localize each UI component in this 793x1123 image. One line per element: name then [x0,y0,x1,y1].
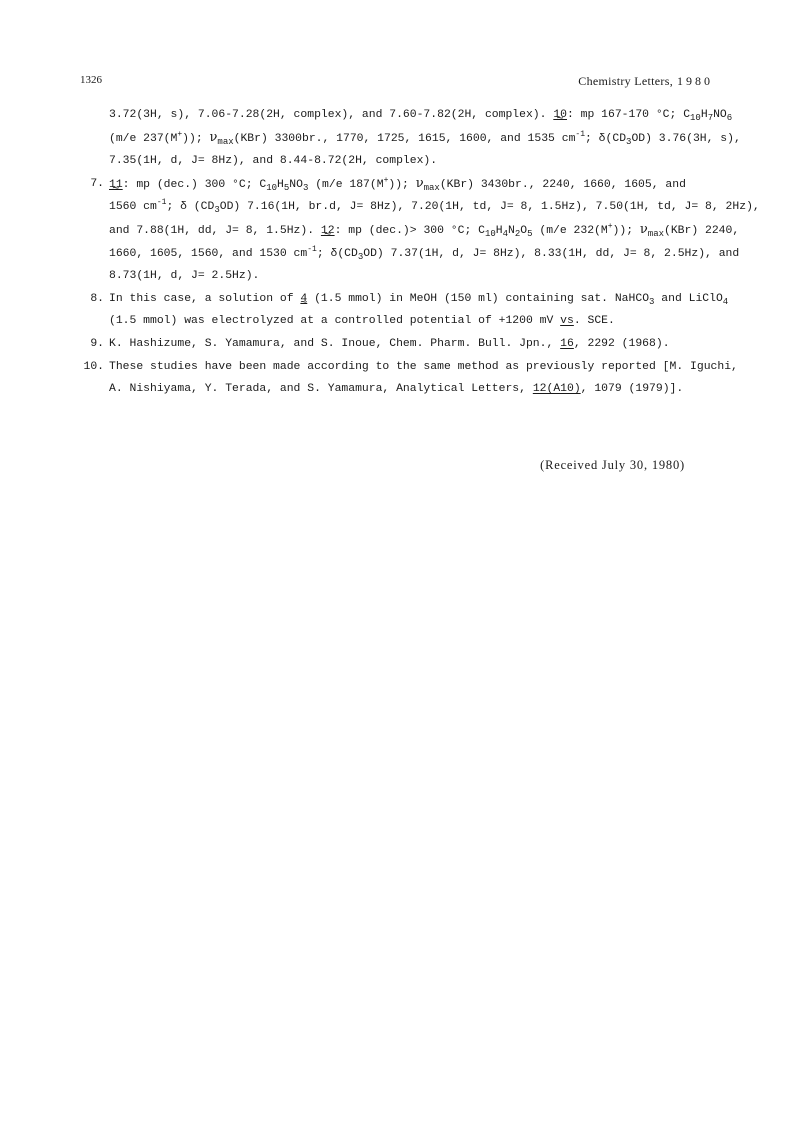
subscript: 5 [283,182,290,193]
nu-symbol: ν [209,129,218,145]
references-list [78,104,760,401]
text-run: 8.73(1H, d, J= 2.5Hz). [109,270,260,283]
subscript: 2 [514,228,521,239]
note-number: 9. [90,337,104,350]
note-line [109,378,718,401]
page-number: 1326 [80,74,102,86]
reference-note [78,173,760,288]
text-run: H [700,109,708,121]
underlined-text: vs [560,315,574,328]
text-run: (KBr) 3430br., 2240, 1660, 1605, and [439,178,686,191]
subscript: 3 [357,251,364,262]
text-run: (1.5 mmol) in MeOH (150 ml) containing sat. NaHCO [307,292,650,305]
text-run: )); [612,224,640,237]
superscript: -1 [307,244,317,254]
subscript: max [423,182,440,193]
compound-number: 4 ~ [300,288,307,311]
note-line [109,265,718,288]
subscript: 10 [266,182,278,193]
text-run: and LiClO [654,292,723,305]
reference-note [78,356,738,401]
reference-note [78,104,741,173]
note-line [109,173,718,197]
journal-title [578,74,713,89]
subscript: 3 [302,182,309,193]
subscript: 3 [626,136,632,147]
nu-symbol: ν [639,221,648,237]
text-run: O [520,224,528,237]
text-run: In this case, a solution of [109,292,301,305]
subscript: 10 [484,228,496,239]
text-run: ; δ(CD [585,132,627,145]
subscript: max [647,228,664,239]
text-run: )); [182,132,210,145]
running-header [80,74,713,90]
text-run: 3.72(3H, s), 7.06-7.28(2H, complex), and 7.60-7.82(2H, complex). [109,109,554,121]
compound-number: 11 ~ [109,174,123,197]
subscript: 10 [690,113,701,123]
note-line [109,127,741,151]
reference-note [78,333,718,356]
note-number: 10. [83,360,104,373]
nu-symbol: ν [415,175,424,191]
journal-name: Chemistry Letters, [578,74,673,88]
subscript: 5 [527,228,533,239]
underlined-text: 12(A10) [532,383,581,396]
compound-number: 10 ~ [553,104,567,127]
text-run: These studies have been made according to the same method as previously reported [M. Iguchi, [109,360,738,373]
subscript: 3 [214,205,220,216]
text-run: A. Nishiyama, Y. Terada, and S. Yamamura, Analytical Letters, [109,383,533,396]
text-run: : mp (dec.) 300 °C; C [122,178,267,191]
text-run: (m/e 187(M [308,178,384,191]
text-run: OD) 3.76(3H, s), [631,132,741,145]
text-run: 1560 cm [109,201,157,214]
text-run: : mp (dec.)> 300 °C; C [334,224,485,237]
note-number: 7. [90,177,104,190]
note-line [109,219,740,243]
text-run: (KBr) 2240, [664,224,740,237]
text-run: N [508,224,515,237]
note-line [109,356,738,379]
journal-year: 1980 [677,74,713,88]
text-run: ; δ(CD [316,247,358,260]
reference-note [78,288,729,333]
text-run: K. Hashizume, S. Yamamura, and S. Inoue, Chem. Pharm. Bull. Jpn., [109,337,561,350]
note-number: 8. [90,292,104,305]
received-date: (Received July 30, 1980) [540,458,685,472]
text-run: 7.35(1H, d, J= 8Hz), and 8.44-8.72(2H, complex). [109,155,438,168]
text-run: H [495,224,503,237]
text-run: . SCE. [573,315,615,328]
compound-number: 12 ~ [321,220,335,243]
superscript: + [383,175,389,185]
text-run: (1.5 mmol) was electrolyzed at a controlled potential of +1200 mV [109,315,561,328]
text-run: (m/e 237(M [109,132,178,145]
text-run: , 2292 (1968). [573,337,670,350]
text-run: NO [289,178,303,191]
superscript: -1 [156,198,167,208]
subscript: max [217,136,234,147]
subscript: 6 [726,113,733,123]
text-run: )); [388,178,416,191]
subscript: 7 [707,113,714,123]
text-run: (KBr) 3300br., 1770, 1725, 1615, 1600, and 1535 cm [233,132,576,145]
note-line [109,196,760,219]
note-line [109,310,718,333]
subscript: 4 [502,228,509,239]
text-run: ; δ (CD [166,201,215,214]
text-run: NO [713,109,727,121]
text-run: 1660, 1605, 1560, and 1530 cm [109,247,308,260]
underlined-text: 16 [560,337,574,350]
text-run: and 7.88(1H, dd, J= 8, 1.5Hz). [109,224,321,237]
note-line [109,288,729,311]
note-line [109,333,718,356]
text-run: , 1079 (1979)]. [580,383,684,396]
superscript: + [607,221,613,231]
text-run: OD) 7.37(1H, d, J= 8Hz), 8.33(1H, dd, J= 8, 2.5Hz), and [363,247,740,260]
subscript: 3 [649,296,655,307]
text-run: : mp 167-170 °C; C [566,109,691,121]
note-line [109,150,718,173]
superscript: -1 [575,129,586,139]
note-line [109,243,740,266]
text-run: OD) 7.16(1H, br.d, J= 8Hz), 7.20(1H, td, J= 8, 1.5Hz), 7.50(1H, td, J= 8, 2Hz), [219,201,760,214]
text-run: H [277,178,284,191]
note-line [109,104,733,127]
subscript: 4 [722,296,729,307]
superscript: + [177,129,183,139]
text-run: (m/e 232(M [532,224,608,237]
